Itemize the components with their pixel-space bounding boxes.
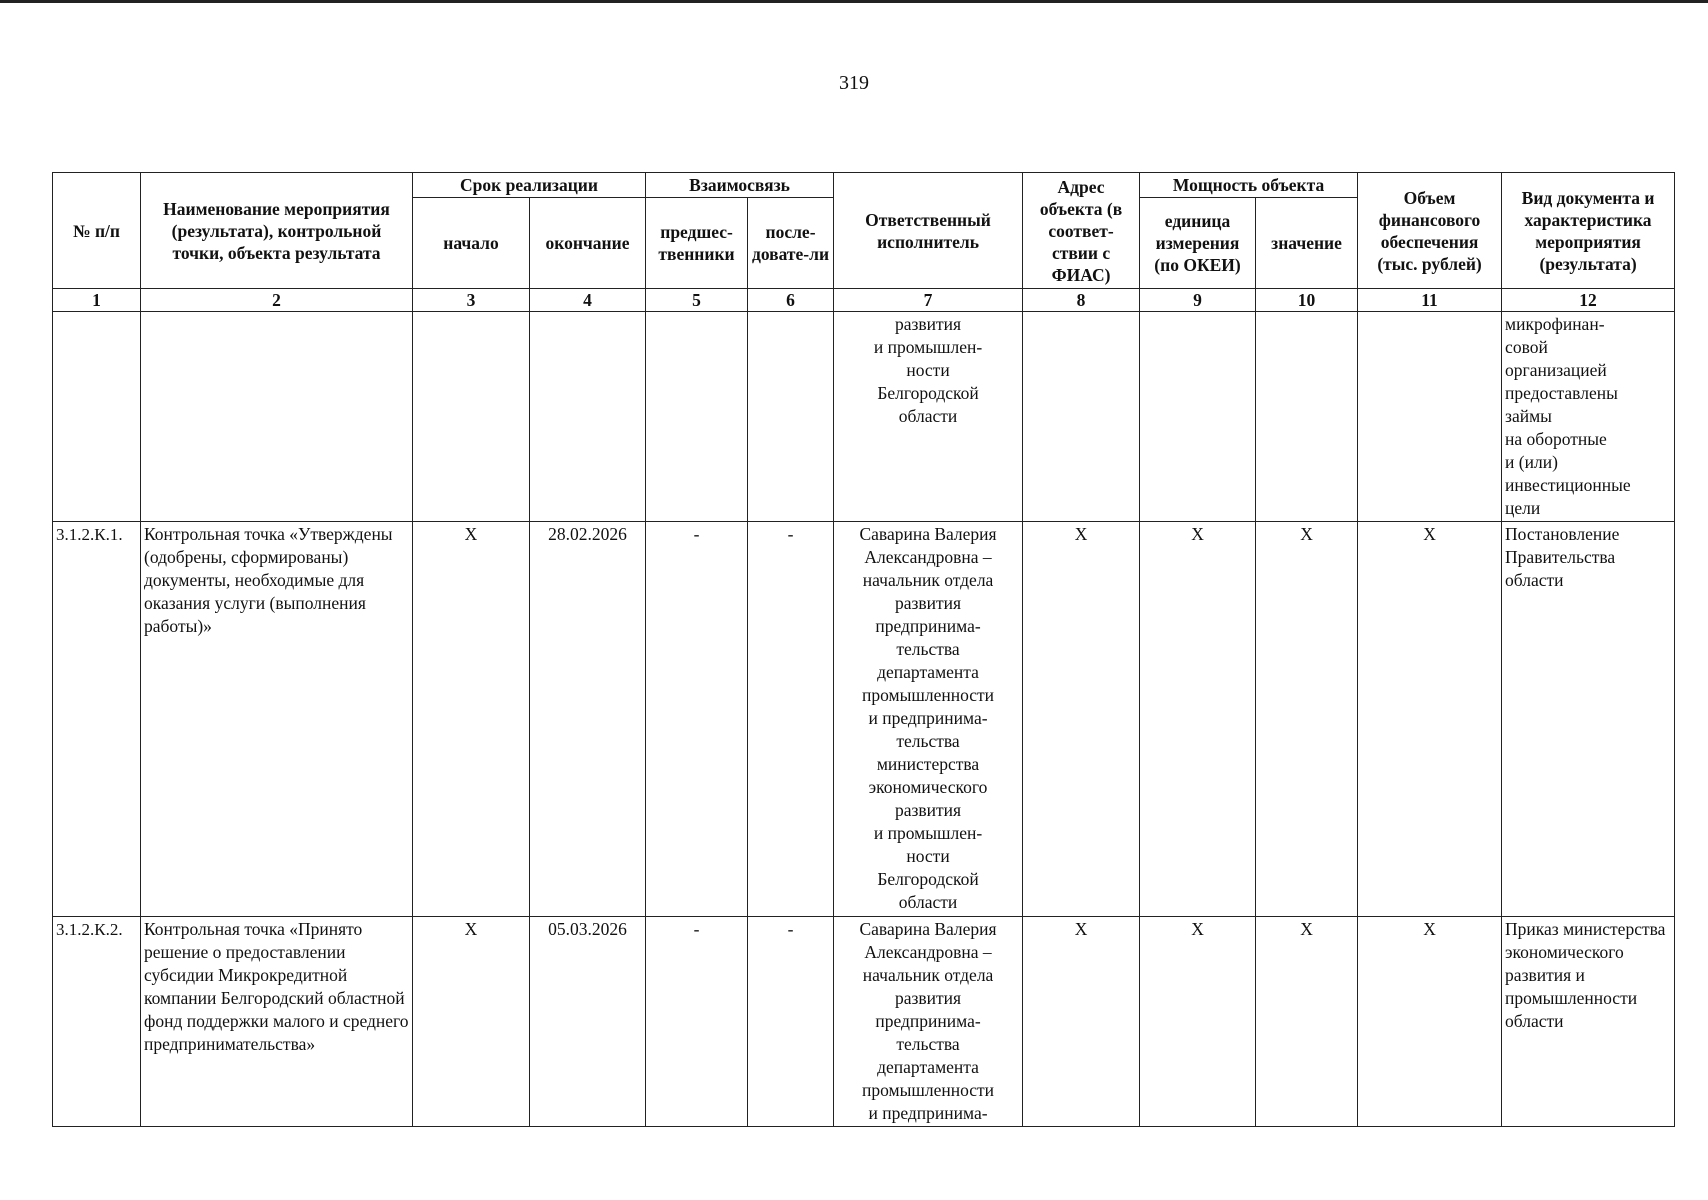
header-value: значение [1256, 198, 1358, 289]
row-financing [1358, 312, 1502, 522]
column-number: 11 [1358, 289, 1502, 312]
column-number: 6 [748, 289, 834, 312]
row-document: Приказ министерства экономического развития и промышленности области [1502, 917, 1675, 1127]
row-predecessors: - [646, 522, 748, 917]
row-predecessors: - [646, 917, 748, 1127]
column-number: 9 [1140, 289, 1256, 312]
row-unit: X [1140, 522, 1256, 917]
header-start: начало [413, 198, 530, 289]
row-address [1023, 312, 1140, 522]
table-row [53, 522, 1675, 917]
header-responsible: Ответственный исполнитель [834, 173, 1023, 289]
column-number: 12 [1502, 289, 1675, 312]
row-name [141, 312, 413, 522]
row-code: 3.1.2.К.2. [53, 917, 141, 1127]
row-code: 3.1.2.К.1. [53, 522, 141, 917]
column-number: 5 [646, 289, 748, 312]
header-predecessors: предшес-твенники [646, 198, 748, 289]
header-address: Адрес объекта (в соответ-ствии с ФИАС) [1023, 173, 1140, 289]
header-term-group: Срок реализации [413, 173, 646, 198]
table-row [53, 312, 1675, 522]
row-start: X [413, 522, 530, 917]
header-financing: Объем финансового обеспечения (тыс. рублей) [1358, 173, 1502, 289]
column-number: 3 [413, 289, 530, 312]
row-name: Контрольная точка «Принято решение о предоставлении субсидии Микрокредитной компании Белгородский областной фонд поддержки малого и среднего предпринимательства» [141, 917, 413, 1127]
row-value: X [1256, 917, 1358, 1127]
header-successors: после-довате-ли [748, 198, 834, 289]
row-start [413, 312, 530, 522]
column-number: 1 [53, 289, 141, 312]
row-financing: X [1358, 917, 1502, 1127]
column-number: 10 [1256, 289, 1358, 312]
header-power-group: Мощность объекта [1140, 173, 1358, 198]
row-end: 28.02.2026 [530, 522, 646, 917]
row-unit [1140, 312, 1256, 522]
column-number: 7 [834, 289, 1023, 312]
page-number: 319 [839, 72, 869, 94]
row-successors: - [748, 522, 834, 917]
row-value [1256, 312, 1358, 522]
row-address: X [1023, 917, 1140, 1127]
row-document: микрофинан- совой организацией предоставлены займы на оборотные и (или) инвестиционные цели [1502, 312, 1675, 522]
row-address: X [1023, 522, 1140, 917]
header-unit: единица измерения (по ОКЕИ) [1140, 198, 1256, 289]
row-unit: X [1140, 917, 1256, 1127]
header-end: окончание [530, 198, 646, 289]
header-document: Вид документа и характеристика мероприятия (результата) [1502, 173, 1675, 289]
row-responsible: Саварина Валерия Александровна – начальник отдела развития предпринима- тельства департамента промышленности и предпринима- [834, 917, 1023, 1127]
column-number: 2 [141, 289, 413, 312]
row-responsible: развития и промышлен- ности Белгородской области [834, 312, 1023, 522]
row-name: Контрольная точка «Утверждены (одобрены, сформированы) документы, необходимые для оказания услуги (выполнения работы)» [141, 522, 413, 917]
row-responsible: Саварина Валерия Александровна – начальник отдела развития предпринима- тельства департамента промышленности и предпринима- тельства министерства экономического развития и промышлен- ности Белгородской области [834, 522, 1023, 917]
header-name: Наименование мероприятия (результата), контрольной точки, объекта результата [141, 173, 413, 289]
row-start: X [413, 917, 530, 1127]
row-value: X [1256, 522, 1358, 917]
row-financing: X [1358, 522, 1502, 917]
top-border-line [0, 0, 1708, 3]
row-end: 05.03.2026 [530, 917, 646, 1127]
column-number: 4 [530, 289, 646, 312]
row-predecessors [646, 312, 748, 522]
row-document: Постановление Правительства области [1502, 522, 1675, 917]
header-num: № п/п [53, 173, 141, 289]
column-number-row [53, 289, 1675, 312]
table-row [53, 917, 1675, 1127]
row-successors [748, 312, 834, 522]
row-successors: - [748, 917, 834, 1127]
header-link-group: Взаимосвязь [646, 173, 834, 198]
plan-table [52, 172, 1675, 1127]
header-row-top [53, 173, 1675, 198]
row-code [53, 312, 141, 522]
column-number: 8 [1023, 289, 1140, 312]
row-end [530, 312, 646, 522]
